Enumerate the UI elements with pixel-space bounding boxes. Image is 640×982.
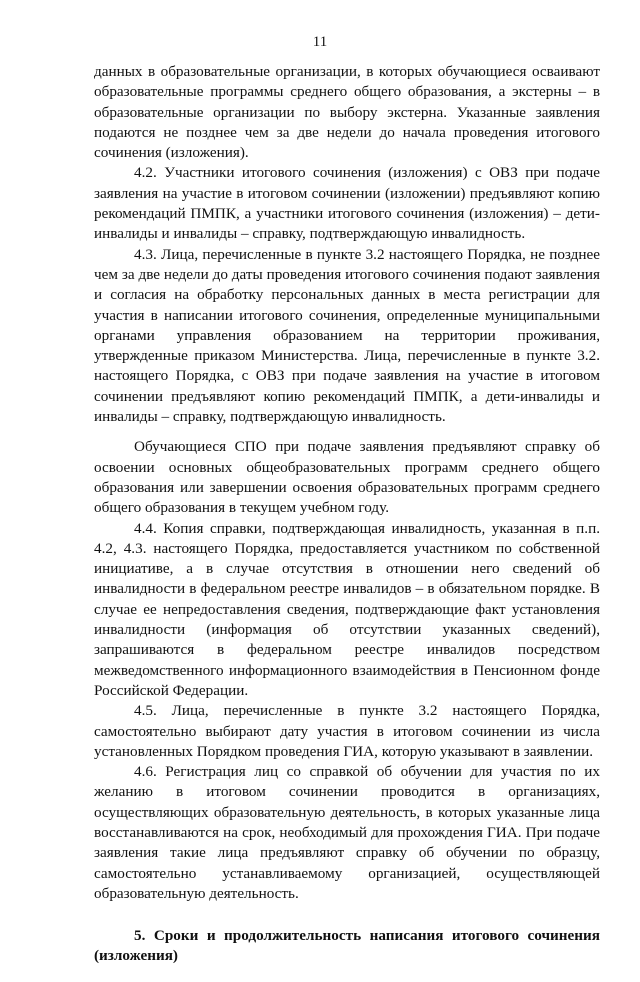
paragraph-4-6: 4.6. Регистрация лиц со справкой об обучении для участия по их желанию в итоговом сочинении проводится в организациях, осуществляющих образовательную деятельность, в которых указанные лица восстанавливаются на срок, необходимый для прохождения ГИА. При подаче заявления такие лица предъявляют справку об обучении по образцу, самостоятельно устанавливаемому организацией, осуществляющей образовательную деятельность. <box>94 763 600 902</box>
document-body <box>94 62 600 982</box>
section-heading: 5. Сроки и продолжительность написания итогового сочинения (изложения) <box>94 927 600 965</box>
paragraph-4-3: 4.3. Лица, перечисленные в пункте 3.2 настоящего Порядка, не позднее чем за две недели до даты проведения итогового сочинения подают заявления и согласия на обработку персональных данных в места регистрации для участия в написании итогового сочинения, определенные муниципальными органами управления образованием на территории проживания, утвержденные приказом Министерства. Лица, перечисленные в пункте 3.2. настоящего Порядка, с ОВЗ при подаче заявления на участие в итоговом сочинении предъявляют копию рекомендаций ПМПК, а дети-инвалиды и инвалиды – справку, подтверждающую инвалидность. <box>94 245 600 426</box>
paragraph-spo: Обучающиеся СПО при подаче заявления предъявляют справку об освоении основных общеобразовательных программ среднего общего образования или завершении освоения образовательных программ среднего общего образования в текущем учебном году. <box>94 438 600 517</box>
page-number: 11 <box>312 34 328 50</box>
paragraph-4-2: 4.2. Участники итогового сочинения (изложения) с ОВЗ при подаче заявления на участие в итоговом сочинении (изложении) предъявляют копию рекомендаций ПМПК, а участники итогового сочинения (изложения) – дети-инвалиды и инвалиды – справку, подтверждающую инвалидность. <box>94 164 600 243</box>
paragraph-4-4: 4.4. Копия справки, подтверждающая инвалидность, указанная в п.п. 4.2, 4.3. настоящего Порядка, предоставляется участником по собственной инициативе, а в случае отсутствия в отношении него сведений об инвалидности в федеральном реестре инвалидов – в обязательном порядке. В случае ее непредоставления сведения, подтверждающие факт установления инвалидности (информация об отсутствии указанных сведений), запрашиваются в федеральном реестре инвалидов посредством межведомственного информационного взаимодействия в Пенсионном фонде Российской Федерации. <box>94 519 600 699</box>
paragraph-continuation: данных в образовательные организации, в которых обучающиеся осваивают образовательные программы среднего общего образования, а экстерны – в образовательные организации по выбору экстерна. Указанные заявления подаются не позднее чем за две недели до начала проведения итогового сочинения (изложения). <box>94 63 600 162</box>
paragraph-4-5: 4.5. Лица, перечисленные в пункте 3.2 настоящего Порядка, самостоятельно выбирают дату участия в итоговом сочинении из числа установленных Порядком проведения ГИА, которую указывают в заявлении. <box>94 702 600 760</box>
